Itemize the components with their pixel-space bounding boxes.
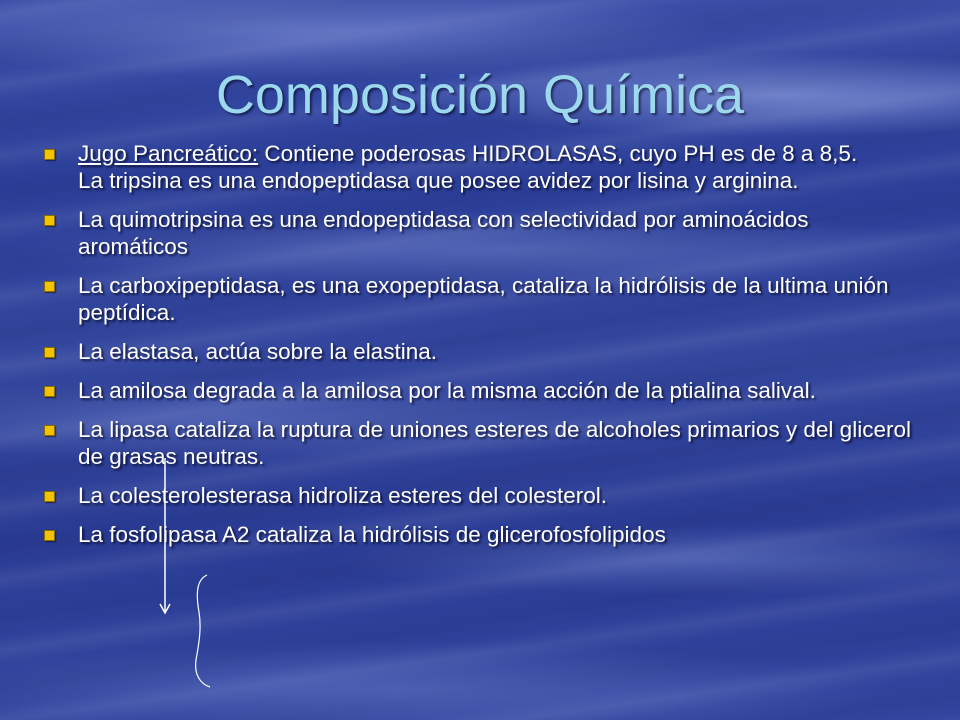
bullet-extra-text: La tripsina es una endopeptidasa que posee avidez por lisina y arginina. <box>78 168 799 193</box>
slide-title: Composición Química <box>215 65 745 125</box>
square-bullet-icon <box>44 386 55 397</box>
bullet-item-quimotripsina <box>44 206 924 260</box>
arrow-head-icon <box>160 604 170 613</box>
bullet-list <box>44 140 924 560</box>
bullet-item-jugo-pancreatico <box>44 140 924 194</box>
square-bullet-icon <box>44 530 55 541</box>
bullet-item-lipasa <box>44 416 924 470</box>
bullet-term: Jugo Pancreático: <box>78 141 259 166</box>
curly-bracket-icon <box>196 575 210 687</box>
bullet-item-colesterolesterasa <box>44 482 924 509</box>
bullet-text: La carboxipeptidasa, es una exopeptidasa, cataliza la hidrólisis de la ultima unión peptídica. <box>78 273 889 325</box>
bullet-text: La elastasa, actúa sobre la elastina. <box>78 339 437 364</box>
bullet-text: Contiene poderosas HIDROLASAS, cuyo PH es de 8 a 8,5. <box>258 141 858 166</box>
bullet-text: La colesterolesterasa hidroliza esteres del colesterol. <box>78 483 608 508</box>
bullet-item-carboxipeptidasa <box>44 272 924 326</box>
bullet-item-fosfolipasa <box>44 521 924 548</box>
square-bullet-icon <box>44 149 55 160</box>
square-bullet-icon <box>44 215 55 226</box>
square-bullet-icon <box>44 281 55 292</box>
bullet-text: La amilosa degrada a la amilosa por la misma acción de la ptialina salival. <box>78 378 816 403</box>
square-bullet-icon <box>44 425 55 436</box>
bullet-text: La fosfolipasa A2 cataliza la hidrólisis de glicerofosfolipidos <box>78 522 666 547</box>
bullet-text: La quimotripsina es una endopeptidasa con selectividad por aminoácidos aromáticos <box>78 207 809 259</box>
bullet-item-amilosa <box>44 377 924 404</box>
square-bullet-icon <box>44 347 55 358</box>
square-bullet-icon <box>44 491 55 502</box>
bullet-item-elastasa <box>44 338 924 365</box>
bullet-text: La lipasa cataliza la ruptura de uniones esteres de alcoholes primarios y del glicerol de grasas neutras. <box>78 417 911 469</box>
